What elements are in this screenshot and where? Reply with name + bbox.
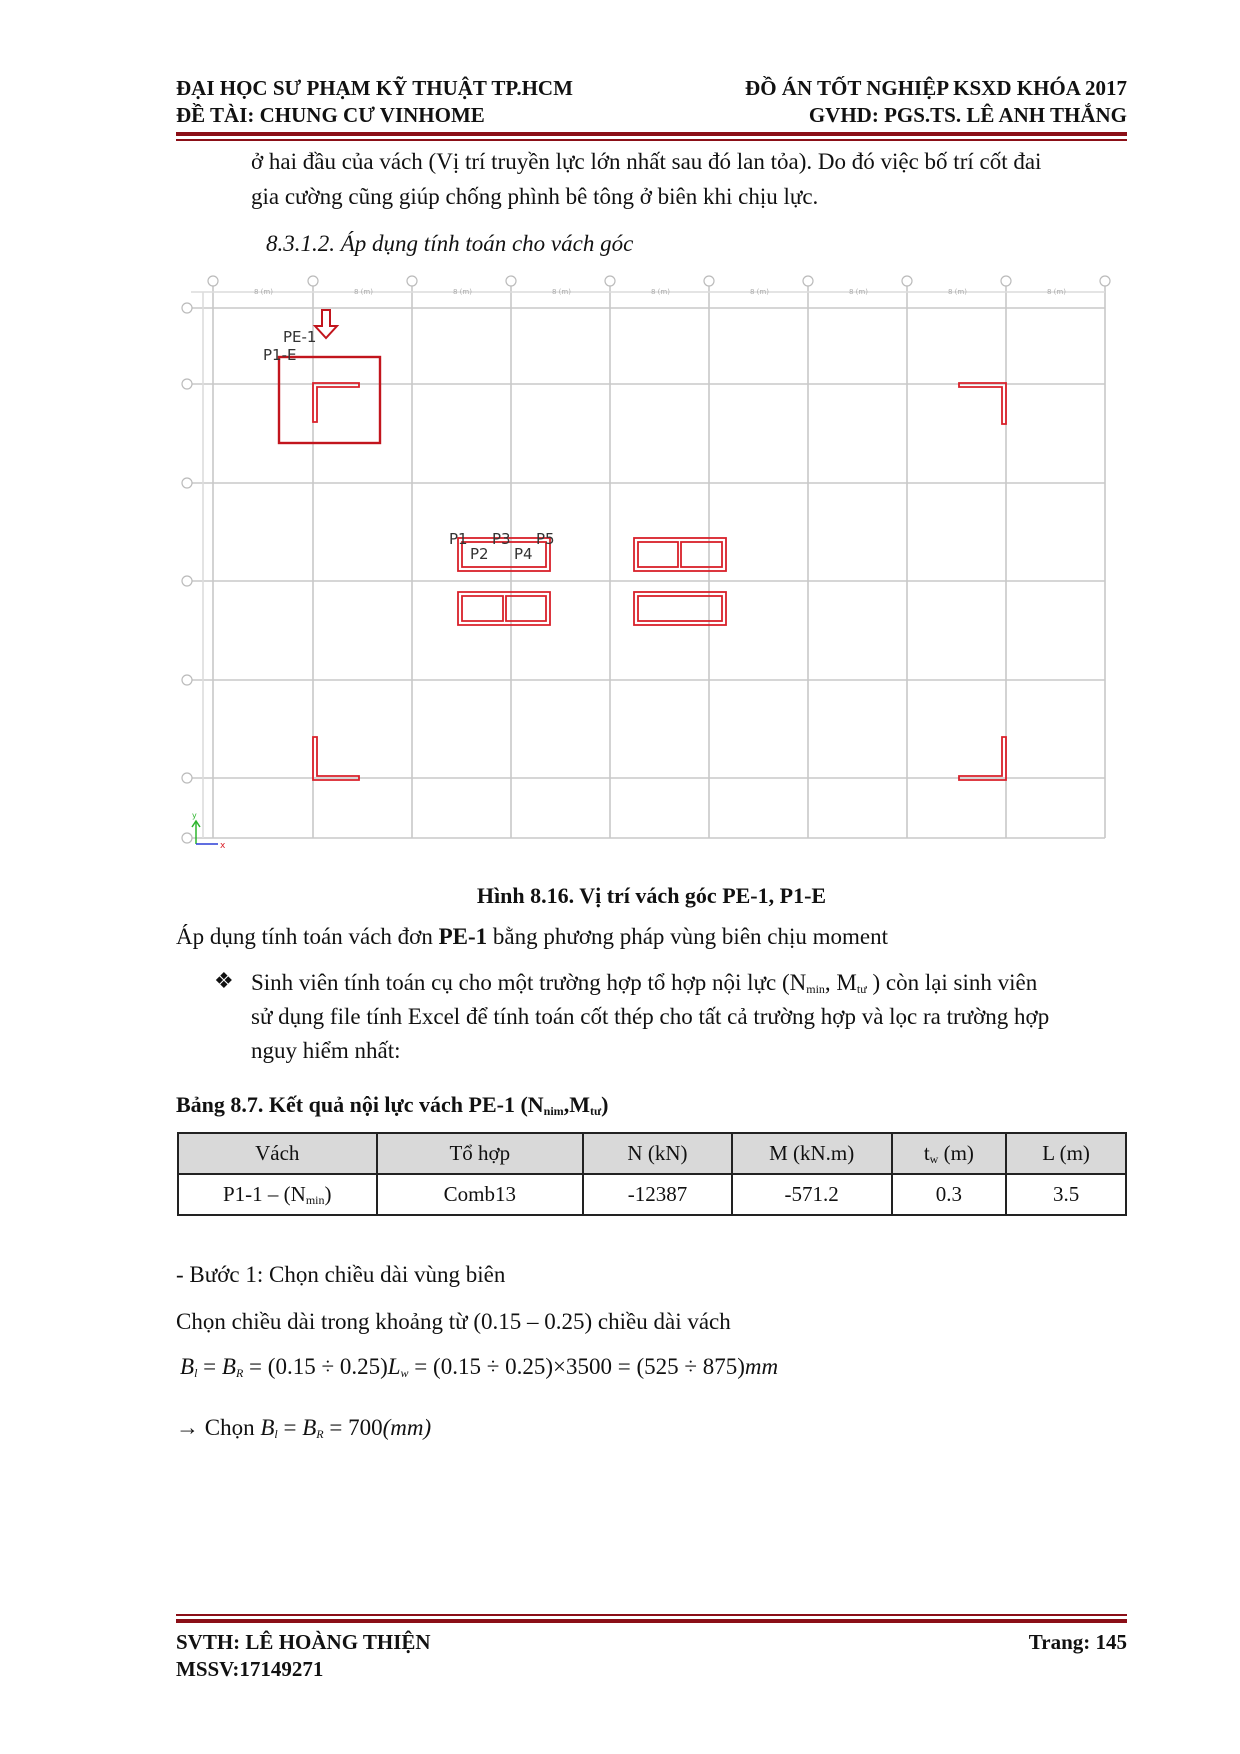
footer-page-number: Trang: 145 <box>1028 1630 1127 1654</box>
section-heading: 8.3.1.2. Áp dụng tính toán cho vách góc <box>266 231 634 256</box>
dimension-label: 8 (m) <box>254 288 273 296</box>
th-tw: $t_w$ (m) <box>892 1133 1007 1174</box>
intro-line-2: gia cường cũng giúp chống phình bê tông ở biên khi chịu lực. <box>251 184 819 209</box>
core-box-2-right <box>681 542 722 567</box>
dimension-label: 8 (m) <box>1047 288 1066 296</box>
core-box-p <box>458 592 550 625</box>
header-project: ĐỒ ÁN TỐT NGHIỆP KSXD KHÓA 2017 <box>745 76 1127 100</box>
th-n: N (kN) <box>583 1133 732 1174</box>
bullet-line-2: sử dụng file tính Excel để tính toán cốt thép cho tất cả trường hợp và lọc ra trường hợp <box>251 1004 1050 1029</box>
dimension-label: 8 (m) <box>948 288 967 296</box>
cell-n: -12387 <box>583 1174 732 1215</box>
core-box-p-left <box>462 596 503 621</box>
cell-m: -571.2 <box>732 1174 892 1215</box>
figure-caption: Hình 8.16. Vị trí vách góc PE-1, P1-E <box>476 883 827 908</box>
header-topic: ĐỀ TÀI: CHUNG CƯ VINHOME <box>176 103 485 127</box>
label-pe1: PE-1 <box>283 328 317 346</box>
th-combo: Tổ hợp <box>377 1133 584 1174</box>
core-box-3 <box>634 592 726 625</box>
grid-lines <box>186 282 1105 838</box>
dimension-label: 8 (m) <box>453 288 472 296</box>
step1-choose: → Chọn $B_l = B_R = 700(mm)$ <box>176 1415 432 1441</box>
dimension-label: 8 (m) <box>750 288 769 296</box>
th-l: L (m) <box>1006 1133 1126 1174</box>
header-rule-thin <box>176 139 1127 141</box>
table-row <box>178 1174 1126 1215</box>
axis-x-label: x <box>220 841 226 851</box>
core-box-p-right <box>506 596 546 621</box>
label-p1e: P1-E <box>263 346 297 364</box>
results-table <box>177 1132 1127 1216</box>
axis-indicator <box>192 811 226 851</box>
header-advisor: GVHD: PGS.TS. LÊ ANH THẮNG <box>808 103 1127 127</box>
wall-top-right <box>959 383 1006 424</box>
bullet-line-1: Sinh viên tính toán cụ cho một trường hợp tổ hợp nội lực ($N_{min}$, $M_{tư}$ ) còn lại sinh viên <box>251 970 1038 996</box>
dimension-label: 8 (m) <box>849 288 868 296</box>
th-wall: Vách <box>178 1133 377 1174</box>
cell-wall: $P1-1 - (N_{min})$ <box>178 1174 377 1215</box>
highlight-box <box>279 357 380 443</box>
footer-student-id: MSSV:17149271 <box>176 1657 324 1681</box>
footer-rule <box>176 1619 1127 1623</box>
dimension-label: 8 (m) <box>651 288 670 296</box>
dimension-label: 8 (m) <box>354 288 373 296</box>
step1-desc: Chọn chiều dài trong khoảng từ (0.15 – 0.25) chiều dài vách <box>176 1309 731 1334</box>
cell-l: 3.5 <box>1006 1174 1126 1215</box>
core-box-2 <box>634 538 726 571</box>
label-p5: P5 <box>536 530 555 548</box>
table-header-row <box>178 1133 1126 1174</box>
grid-bubbles-left <box>182 303 192 843</box>
footer-student: SVTH: LÊ HOÀNG THIỆN <box>176 1630 431 1654</box>
core-box-2-left <box>638 542 678 567</box>
intro-line-1: ở hai đầu của vách (Vị trí truyền lực lớn nhất sau đó lan tỏa). Do đó việc bố trí cốt đai <box>251 149 1042 174</box>
cell-combo: Comb13 <box>377 1174 584 1215</box>
label-p1: P1 <box>449 530 468 548</box>
wall-bottom-right <box>959 737 1006 780</box>
header-school: ĐẠI HỌC SƯ PHẠM KỸ THUẬT TP.HCM <box>176 76 573 100</box>
apply-text-before: Áp dụng tính toán vách đơn <box>176 924 439 949</box>
bullet-diamond-icon: ❖ <box>214 968 234 993</box>
apply-text-after: bằng phương pháp vùng biên chịu moment <box>487 924 889 949</box>
dimension-label: 8 (m) <box>552 288 571 296</box>
cell-tw: 0.3 <box>892 1174 1007 1215</box>
label-p4: P4 <box>514 545 533 563</box>
label-p3: P3 <box>492 530 511 548</box>
pointer-arrow-icon <box>315 310 337 338</box>
table-caption: Bảng 8.7. Kết quả nội lực vách PE-1 $(N_{nim},M_{tư})$ <box>176 1092 609 1118</box>
th-m: M (kN.m) <box>732 1133 892 1174</box>
step1-formula: $B_l = B_R = (0.15 \div 0.25)L_w = (0.15 \div 0.25)\times 3500 = (525 \div 875)mm$ <box>180 1354 779 1380</box>
apply-text-bold: PE-1 <box>438 924 488 949</box>
label-p2: P2 <box>470 545 489 563</box>
wall-pe1 <box>313 383 359 422</box>
axis-y-label: y <box>192 811 197 820</box>
wall-bottom-left <box>313 737 359 780</box>
floor-plan-figure <box>176 272 1127 852</box>
header-rule <box>176 132 1127 136</box>
apply-text <box>176 920 888 954</box>
step1-title: - Bước 1: Chọn chiều dài vùng biên <box>176 1262 506 1287</box>
bullet-line-3: nguy hiểm nhất: <box>251 1038 401 1063</box>
footer-rule-thin <box>176 1614 1127 1616</box>
grid-bubbles-top <box>208 276 1110 286</box>
